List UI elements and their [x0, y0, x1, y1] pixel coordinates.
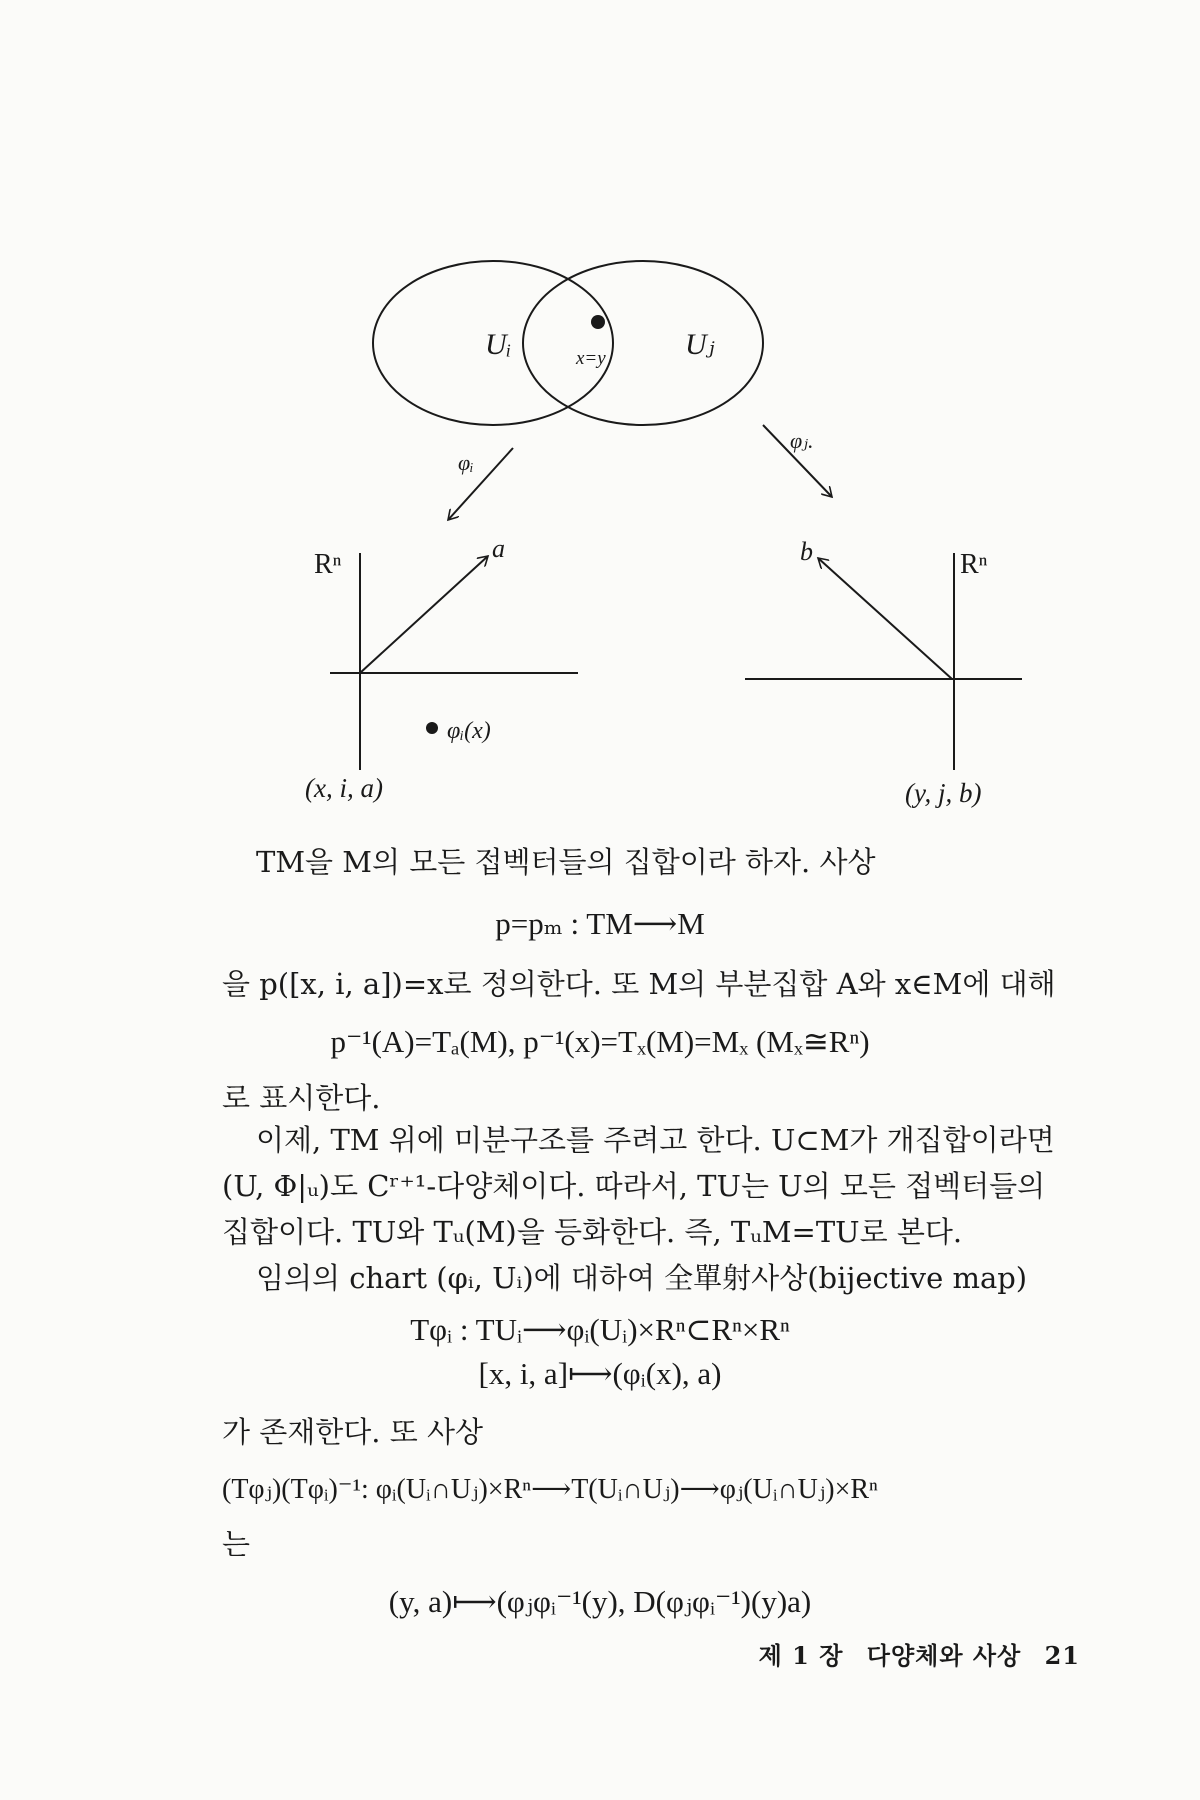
- equation-transition-map: (y, a)⟼(φⱼφᵢ⁻¹(y), D(φⱼφᵢ⁻¹)(y)a): [388, 1584, 812, 1619]
- equation-tangent-chart-map: [x, i, a]⟼(φᵢ(x), a): [478, 1356, 722, 1391]
- phi-j-label: φⱼ.: [790, 428, 814, 453]
- chapter-label: 제 1 장: [758, 1641, 844, 1670]
- shared-point-dot: [591, 315, 605, 329]
- text-line-5: (U, Φ|ᵤ)도 Cʳ⁺¹-다양체이다. 따라서, TU는 U의 모든 접벡터들의: [222, 1169, 1046, 1203]
- equation-fibers: p⁻¹(A)=Tₐ(M), p⁻¹(x)=Tₓ(M)=Mₓ (Mₓ≅Rⁿ): [330, 1024, 870, 1059]
- tangent-bundle-figure: [0, 0, 1200, 830]
- equation-transition: (Tφⱼ)(Tφᵢ)⁻¹: φᵢ(Uᵢ∩Uⱼ)×Rⁿ⟶T(Uᵢ∩Uⱼ)⟶φⱼ(Uᵢ∩Uⱼ)×Rⁿ: [222, 1474, 878, 1505]
- phi-i-x-dot: [426, 722, 438, 734]
- vector-b-label: b: [800, 537, 813, 566]
- set-ui-label: Uᵢ: [485, 328, 512, 361]
- running-footer: [745, 1636, 1080, 1671]
- equation-projection: p=pₘ : TM⟶M: [495, 906, 705, 941]
- text-line-8: 가 존재한다. 또 사상: [222, 1415, 483, 1449]
- right-triple-label: (y, j, b): [905, 778, 982, 808]
- text-line-7: 임의의 chart (φᵢ, Uᵢ)에 대하여 全單射사상(bijective map): [256, 1261, 1028, 1295]
- text-line-1: TM을 M의 모든 접벡터들의 집합이라 하자. 사상: [256, 845, 876, 879]
- equation-tangent-chart: Tφᵢ : TUᵢ⟶φᵢ(Uᵢ)×Rⁿ⊂Rⁿ×Rⁿ: [410, 1312, 790, 1347]
- set-uj-label: Uⱼ: [685, 328, 715, 361]
- set-uj-ellipse: [523, 261, 763, 425]
- text-line-3: 로 표시한다.: [222, 1081, 381, 1115]
- vector-b-arrow: [818, 558, 952, 679]
- left-triple-label: (x, i, a): [305, 773, 383, 803]
- overlap-label: x=y: [576, 348, 606, 369]
- vector-a-arrow: [360, 556, 488, 673]
- text-line-2: 을 p([x, i, a])=x로 정의한다. 또 M의 부분집합 A와 x∈M에 대해: [222, 967, 1056, 1001]
- text-line-9: 는: [222, 1527, 251, 1561]
- left-axis-label: Rⁿ: [314, 549, 342, 580]
- text-line-6: 집합이다. TU와 Tᵤ(M)을 등화한다. 즉, TᵤM=TU로 본다.: [222, 1215, 963, 1249]
- right-axis-label: Rⁿ: [960, 549, 988, 580]
- text-line-4: 이제, TM 위에 미분구조를 주려고 한다. U⊂M가 개집합이라면: [256, 1123, 1055, 1157]
- vector-a-label: a: [492, 534, 505, 563]
- page-number: 21: [1044, 1641, 1080, 1670]
- phi-i-x-label: φᵢ(x): [447, 718, 491, 744]
- chapter-title: 다양체와 사상: [866, 1641, 1022, 1670]
- phi-i-label: φᵢ: [458, 450, 474, 475]
